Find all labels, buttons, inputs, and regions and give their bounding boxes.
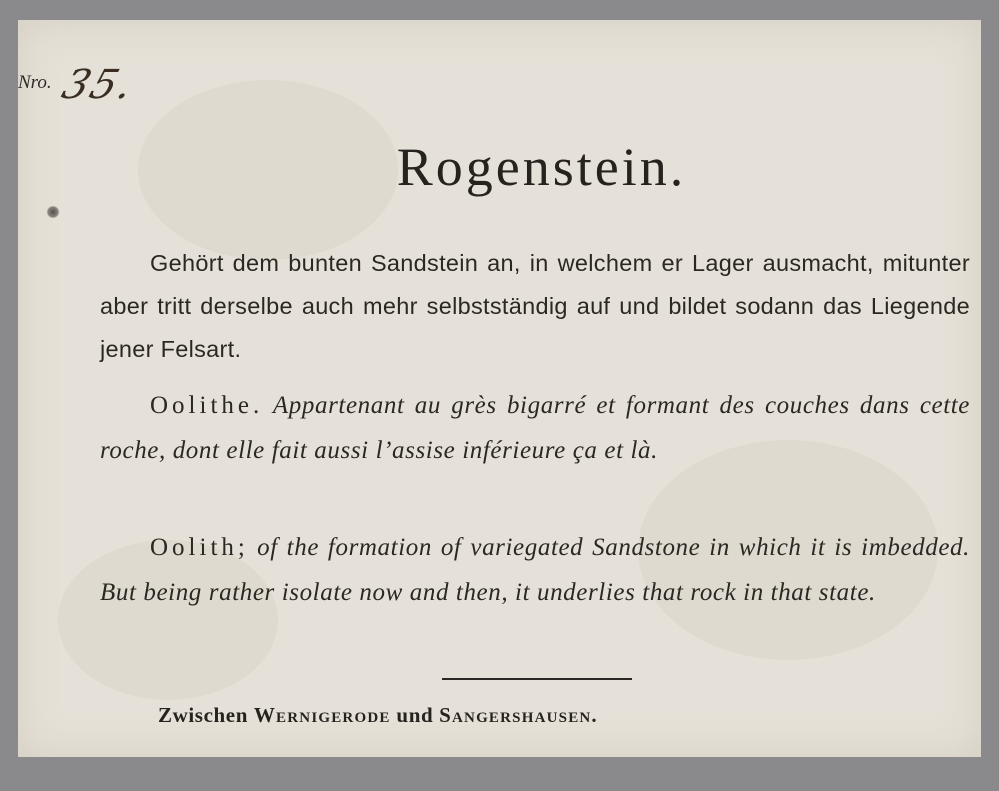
locality-place-2: Sangershausen.	[439, 703, 598, 727]
specimen-label-card	[18, 20, 981, 757]
french-description	[100, 383, 970, 473]
german-description: Gehört dem bunten Sandstein an, in welchem er Lager ausmacht, mitunter aber tritt derselbe auch mehr selbstständig auf und bildet sodann das Liegende jener Felsart.	[100, 250, 970, 362]
label-title: Rogenstein.	[396, 137, 687, 197]
english-description	[100, 525, 970, 615]
french-term: Oolithe.	[150, 392, 264, 419]
english-term: Oolith;	[150, 534, 249, 561]
locality-conjunction: und	[396, 703, 434, 727]
handwritten-number: 35.	[56, 62, 141, 108]
label-number	[18, 62, 141, 122]
locality-place-1: Wernigerode	[253, 703, 391, 727]
ink-speck	[46, 206, 60, 218]
english-text: of the formation of variegated Sandstone in which it is imbedded. But being rather isolate now and then, it underlies that rock in that state.	[100, 534, 971, 606]
locality-prefix: Zwischen	[158, 703, 248, 727]
number-prefix: Nro.	[18, 72, 52, 93]
french-text: Appartenant au grès bigarré et formant des couches dans cette roche, dont elle fait aussi l’assise inférieure ça et là.	[100, 392, 970, 464]
locality-line	[158, 703, 598, 728]
divider-rule	[442, 678, 632, 680]
